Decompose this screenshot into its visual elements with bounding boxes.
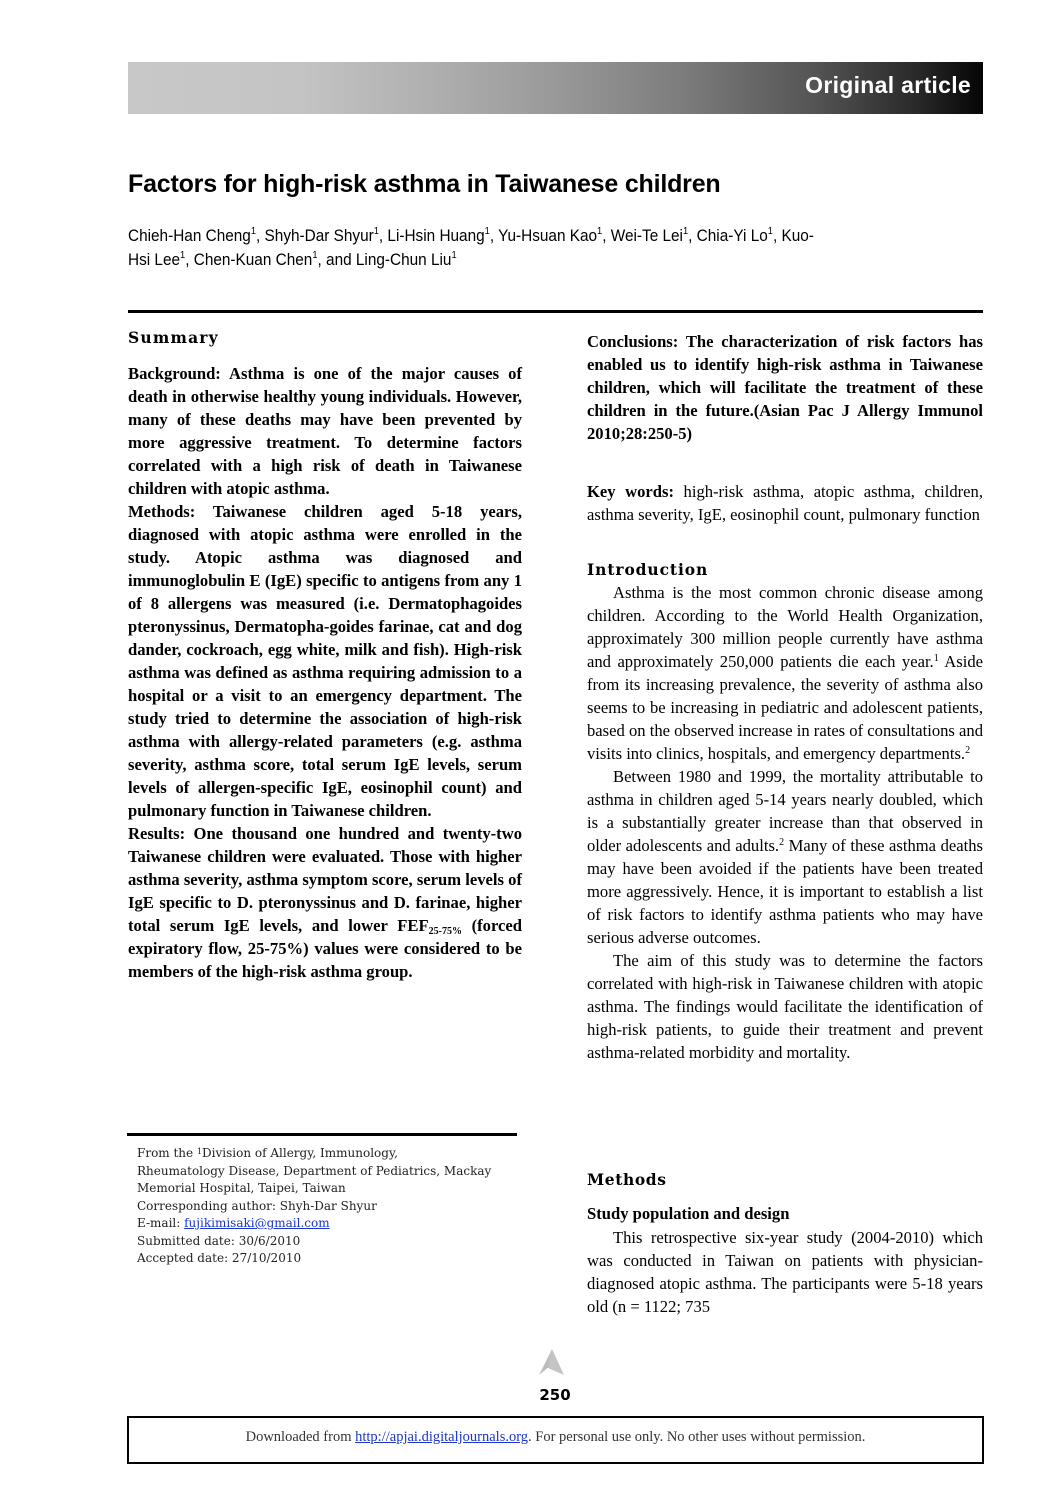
article-type-banner [128,62,983,114]
download-notice: Downloaded from http://apjai.digitaljournals.org. For personal use only. No other uses without permission. [127,1416,984,1464]
citation: 2 [965,745,971,756]
citation: 1 [933,653,939,664]
methods-body [587,1226,983,1318]
author: Shyh-Dar Shyur [264,227,374,245]
abstract-body [128,362,522,983]
background-label: Background: [128,364,221,383]
methods-heading: Methods [587,1170,667,1189]
affiliation-mark: 1 [250,226,257,237]
affiliation-mark: 1 [373,226,379,237]
author: Chieh-Han Cheng [128,227,251,245]
introduction-heading: Introduction [587,560,709,579]
affiliation-mark: 1 [597,226,603,237]
author: Wei-Te Lei [610,227,683,245]
article-title: Factors for high-risk asthma in Taiwanese children [128,170,721,198]
methods-subheading: Study population and design [587,1204,790,1223]
affiliation-mark: 1 [767,226,773,237]
summary-heading: Summary [128,328,219,347]
methods-label: Methods: [128,502,196,521]
journal-website-link[interactable]: http://apjai.digitaljournals.org [355,1429,529,1445]
author: Chen-Kuan Chen [193,251,313,269]
affiliation-mark: 1 [312,250,318,261]
email-link[interactable]: fujikimisaki@gmail.com [184,1216,330,1230]
corresponding-author: Corresponding author: Shyh-Dar Shyur [137,1198,377,1213]
abstract-methods: Methods: Taiwanese children aged 5-18 years, diagnosed with atopic asthma were enrolled in the study. Atopic asthma was diagnosed and immunoglobulin E (IgE) specific to antigens from any 1 of 8 allergens was measured (i.e. Dermatophagoides pteronyssinus, Dermatopha-goides farinae, cat and dog dander, cockroach, egg white, milk and fish). High-risk asthma was defined as asthma requiring admission to a hospital or a visit to an emergency department. The study tried to determine the association of high-risk asthma with allergy-related parameters (e.g. asthma severity, asthma score, total serum IgE levels, serum levels of allergen-specific IgE, eosinophil count) and pulmonary function in Taiwanese children. [128,502,522,820]
author: Yu-Hsuan Kao [498,227,598,245]
keywords-label: Key words: [587,482,674,501]
author: Li-Hsin Huang [387,227,485,245]
author: Chia-Yi Lo [696,227,768,245]
footnote-divider [127,1133,517,1136]
journal-logo-icon [536,1348,566,1376]
paragraph: This retrospective six-year study (2004-2010) which was conducted in Taiwan on patients with physician-diagnosed atopic asthma. The participants were 5-18 years old (n = 1122; 735 [587,1228,983,1316]
article-type-label: Original article [805,72,971,98]
header-divider [128,310,983,313]
abstract-background: Background: Asthma is one of the major causes of death in otherwise healthy young individuals. However, many of these deaths may have been prevented by more aggressive treatment. To determine factors correlated with a high risk of death in Taiwanese children with atopic asthma. [128,364,522,498]
abstract-conclusions: Conclusions: The characterization of risk factors has enabled us to identify high-risk asthma in Taiwanese children, which will facilitate the treatment of these children in the future.(Asian Pac J Allergy Immunol 2010;28:250-5) [587,332,983,443]
paragraph: Between 1980 and 1999, the mortality attributable to asthma in children aged 5-14 years nearly doubled, which is a substantially greater increase than that observed in older adolescents and adults.$^2$ Many of these asthma deaths may have been avoided if the patients have been treated more aggressively. Hence, it is important to establish a list of risk factors to identify asthma patients who may have serious adverse outcomes. [587,767,983,947]
affiliation-mark: 1 [682,226,689,237]
citation: 2 [779,837,785,848]
affiliation-footnote: From the $^1$Division of Allergy, Immunology, Rheumatology Disease, Department of Pediatrics, Mackay Memorial Hospital, Taipei, Taiwan Corresponding author: Shyh-Dar Shyur E-mail: fujikimisaki@gmail.com Submitted date: 30/6/2010 Accepted date: 27/10/2010 [137,1145,537,1268]
submitted-date: Submitted date: 30/6/2010 [137,1233,301,1248]
introduction-body [587,581,983,1064]
author: Hsi Lee [128,251,181,269]
affiliation-mark: 1 [180,250,186,261]
author: Kuo- [781,227,814,245]
accepted-date: Accepted date: 27/10/2010 [137,1251,302,1265]
author: and Ling-Chun Liu [326,251,452,269]
keywords: Key words: high-risk asthma, atopic asthma, children, asthma severity, IgE, eosinophil count, pulmonary function [587,482,983,524]
affiliation-mark: 1 [484,226,490,237]
paragraph: Asthma is the most common chronic disease among children. According to the World Health Organization, approximately 300 million people currently have asthma and approximately 250,000 patients die each year.$^1$ Aside from its increasing prevalence, the severity of asthma also seems to be increasing in pediatric and adolescent patients, based on the observed increase in rates of consultations and visits into clinics, hospitals, and emergency departments.$^2$ [587,583,984,763]
author-list: Chieh-Han Cheng$^1$, Shyh-Dar Shyur$^1$, Li-Hsin Huang$^1$, Yu-Hsuan Kao$^1$, Wei-Te Lei$^1$, Chia-Yi Lo$^1$, Kuo- Hsi Lee$^1$, Chen-Kuan Chen$^1$, and Ling-Chun Liu$^1$ [128,226,814,269]
page-number: 250 [539,1386,571,1404]
abstract-results: Results: One thousand one hundred and twenty-two Taiwanese children were evaluated. Those with higher asthma severity, asthma symptom score, serum levels of IgE specific to D. pteronyssinus and D. farinae, higher total serum IgE levels, and lower $FEF_{25-75\%}$ (forced expiratory flow, 25-75%) values were considered to be members of the high-risk asthma group. [128,824,522,981]
paragraph: The aim of this study was to determine the factors correlated with high-risk in Taiwanese children with atopic asthma. The findings would facilitate the identification of high-risk patients, to guide their treatment and prevent asthma-related morbidity and mortality. [587,951,983,1062]
conclusions-label: Conclusions: [587,332,679,351]
results-label: Results: [128,824,186,843]
affiliation-mark: 1 [451,250,457,261]
